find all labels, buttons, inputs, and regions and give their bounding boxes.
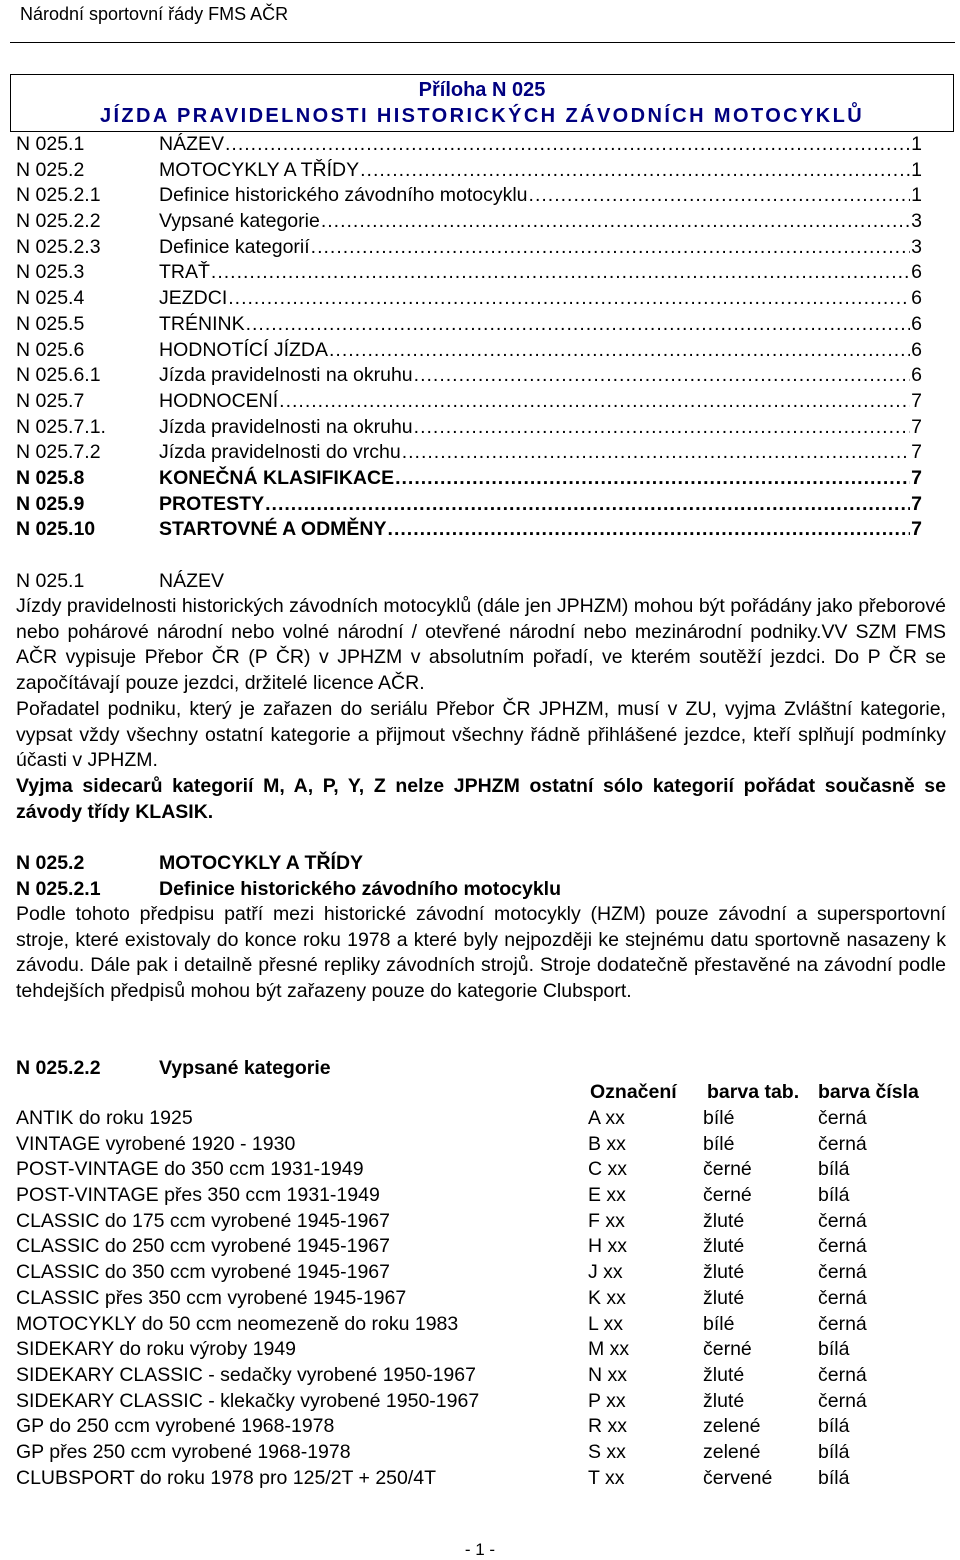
toc-entry-number: N 025.8: [16, 466, 85, 489]
section-number: N 025.1: [16, 570, 85, 592]
toc-entry-number: N 025.7: [16, 389, 85, 412]
title-box: [10, 74, 954, 132]
category-code: C xx: [588, 1158, 627, 1181]
category-plate-color: zelené: [703, 1440, 761, 1463]
category-name: MOTOCYKLY do 50 ccm neomezeně do roku 1983: [16, 1312, 459, 1335]
toc-entry-page: 7: [911, 441, 922, 464]
category-code: T xx: [588, 1466, 625, 1489]
category-name: SIDEKARY do roku výroby 1949: [16, 1338, 297, 1361]
toc-entry-number: N 025.3: [16, 261, 85, 284]
toc-entry-page: 1: [911, 158, 922, 181]
table-row: [16, 1260, 946, 1286]
category-plate-color: černé: [703, 1184, 752, 1207]
subsection-title: Vypsané kategorie: [159, 1057, 331, 1079]
toc-entry-number: N 025.2.3: [16, 235, 101, 258]
category-plate-color: žluté: [703, 1209, 745, 1232]
toc-entry-number: N 025.7.2: [16, 441, 101, 464]
category-plate-color: žluté: [703, 1389, 745, 1412]
table-row: [16, 1106, 946, 1132]
category-number-color: bílá: [818, 1184, 850, 1207]
category-code: M xx: [588, 1338, 630, 1361]
category-number-color: černá: [818, 1235, 867, 1258]
toc-entry-title: Jízda pravidelnosti do vrchu: [159, 441, 401, 464]
section-title: NÁZEV: [159, 570, 225, 592]
toc-entry-number: N 025.4: [16, 287, 85, 310]
page-header: Národní sportovní řády FMS AČR: [20, 4, 289, 24]
category-number-color: černá: [818, 1107, 867, 1129]
paragraph-bold: Vyjma sidecarů kategorií M, A, P, Y, Z nelze JPHZM ostatní sólo kategorií pořádat současně se závody třídy KLASIK.: [16, 774, 946, 823]
toc-entry-title: NÁZEV: [159, 133, 225, 155]
toc-leader-dots: [321, 209, 910, 235]
toc-entry[interactable]: [16, 209, 922, 235]
toc-entry[interactable]: [16, 312, 922, 338]
category-name: GP přes 250 ccm vyrobené 1968-1978: [16, 1440, 351, 1463]
table-row: [16, 1414, 946, 1440]
toc-entry[interactable]: [16, 415, 922, 441]
table-of-contents: [16, 132, 922, 543]
toc-entry-title: Jízda pravidelnosti na okruhu: [159, 364, 413, 387]
toc-entry-page: 6: [911, 287, 922, 310]
toc-entry-number: N 025.2: [16, 158, 85, 181]
toc-entry-number: N 025.6.1: [16, 364, 101, 387]
toc-entry-number: N 025.6: [16, 338, 85, 361]
category-name: CLASSIC do 250 ccm vyrobené 1945-1967: [16, 1235, 390, 1258]
toc-entry-title: TRÉNINK: [159, 312, 245, 335]
category-plate-color: bílé: [703, 1132, 735, 1155]
section-motocykly: [16, 850, 946, 1005]
toc-leader-dots: [246, 312, 911, 338]
toc-entry[interactable]: [16, 338, 922, 364]
section-heading: [16, 850, 946, 876]
toc-entry-number: N 025.7.1.: [16, 415, 106, 438]
column-header-plate-color: barva tab.: [707, 1081, 800, 1103]
table-row: [16, 1363, 946, 1389]
category-number-color: černá: [818, 1389, 867, 1412]
paragraph: Podle tohoto předpisu patří mezi historické závodní motocykly (HZM) pouze závodní a supersportovní stroje, které existovaly do konce roku 1978 a které byly nejpozději ke stejnému datu sportovně nasazeny k závodu. Dále pak i detailně přesné repliky závodních strojů. Stroje dodatečně přestavěné na závodní podle tehdejších předpisů mohou být zařazeny pouze do kategorie Clubsport.: [16, 903, 946, 1003]
category-plate-color: bílé: [703, 1107, 735, 1129]
category-name: CLASSIC do 350 ccm vyrobené 1945-1967: [16, 1261, 390, 1284]
document-title: JÍZDA PRAVIDELNOSTI HISTORICKÝCH ZÁVODNÍCH MOTOCYKLŮ: [99, 105, 865, 127]
header-rule: [10, 42, 955, 43]
section-number: N 025.2: [16, 852, 85, 874]
table-row: [16, 1234, 946, 1260]
toc-entry-page: 7: [911, 492, 922, 515]
category-plate-color: zelené: [703, 1415, 761, 1438]
category-plate-color: červené: [703, 1466, 773, 1489]
category-number-color: bílá: [818, 1158, 850, 1181]
toc-entry-title: Jízda pravidelnosti na okruhu: [159, 415, 413, 438]
toc-entry-page: 1: [911, 184, 922, 207]
subsection-heading: [16, 1055, 946, 1081]
category-number-color: černá: [818, 1363, 867, 1386]
category-name: ANTIK do roku 1925: [16, 1107, 193, 1129]
category-number-color: bílá: [818, 1466, 850, 1489]
category-code: F xx: [588, 1209, 625, 1232]
category-name: SIDEKARY CLASSIC - sedačky vyrobené 1950-1967: [16, 1363, 476, 1386]
section-heading: [16, 568, 946, 594]
toc-entry-number: N 025.2.1: [16, 184, 101, 207]
column-header-number-color: barva čísla: [818, 1081, 919, 1103]
toc-entry-page: 6: [911, 312, 922, 335]
toc-entry-title: Definice historického závodního motocyklu: [159, 184, 528, 207]
toc-entry-page: 3: [911, 235, 922, 258]
toc-leader-dots: [311, 235, 910, 261]
toc-entry[interactable]: [16, 466, 922, 492]
table-row: [16, 1157, 946, 1183]
toc-leader-dots: [265, 492, 910, 518]
toc-entry-title: HODNOCENÍ: [159, 389, 279, 412]
section-nazev: [16, 568, 946, 825]
category-number-color: bílá: [818, 1440, 850, 1463]
toc-entry[interactable]: [16, 235, 922, 261]
toc-entry[interactable]: [16, 260, 922, 286]
category-plate-color: černé: [703, 1338, 752, 1361]
table-row: [16, 1286, 946, 1312]
table-row: [16, 1389, 946, 1415]
toc-leader-dots: [414, 415, 910, 441]
category-number-color: bílá: [818, 1338, 850, 1361]
toc-leader-dots: [225, 132, 910, 158]
toc-entry[interactable]: [16, 363, 922, 389]
toc-entry-title: TRAŤ: [159, 261, 210, 284]
toc-entry-number: N 025.10: [16, 518, 96, 541]
toc-entry-title: PROTESTY: [159, 492, 265, 515]
toc-leader-dots: [388, 517, 911, 543]
column-header-designation: Označení: [590, 1081, 677, 1103]
category-name: GP do 250 ccm vyrobené 1968-1978: [16, 1415, 335, 1438]
toc-entry-page: 6: [911, 364, 922, 387]
toc-entry[interactable]: [16, 389, 922, 415]
toc-entry-number: N 025.9: [16, 492, 85, 515]
category-name: SIDEKARY CLASSIC - klekačky vyrobené 1950-1967: [16, 1389, 480, 1412]
category-plate-color: žluté: [703, 1363, 745, 1386]
category-code: E xx: [588, 1184, 626, 1207]
category-number-color: černá: [818, 1261, 867, 1284]
toc-entry[interactable]: [16, 440, 922, 466]
toc-entry[interactable]: [16, 492, 922, 518]
table-row: [16, 1312, 946, 1338]
category-code: B xx: [588, 1132, 626, 1155]
toc-entry-page: 7: [911, 389, 922, 412]
toc-entry-number: N 025.5: [16, 312, 85, 335]
toc-entry[interactable]: [16, 158, 922, 184]
section-title: MOTOCYKLY A TŘÍDY: [159, 852, 364, 874]
category-code: K xx: [588, 1286, 626, 1309]
toc-entry[interactable]: [16, 286, 922, 312]
paragraph: Pořadatel podniku, který je zařazen do seriálu Přebor ČR JPHZM, musí v ZU, vyjma Zvláštní kategorie, vypsat vždy všechny ostatní kategorie a přijmout všechny řádně přihlášené jezdce, kteří splňují podmínky účasti v JPHZM.: [16, 697, 946, 772]
section-vypsane-kategorie: [16, 1055, 946, 1081]
toc-leader-dots: [360, 158, 910, 184]
toc-entry-number: N 025.1: [16, 133, 85, 155]
paragraph: Jízdy pravidelnosti historických závodních motocyklů (dále jen JPHZM) mohou být pořádány jako přeborové nebo pohárové národní nebo volné národní / otevřené národní nebo mezinárodní podniky.VV SZM FMS AČR vypisuje Přebor ČR (P ČR) v JPHZM v absolutním pořadí, ve kterém soutěží jezdci. Do P ČR se započítávají pouze jezdci, držitelé licence AČR.: [16, 595, 946, 695]
toc-entry-title: Vypsané kategorie: [159, 210, 320, 233]
category-number-color: černá: [818, 1132, 867, 1155]
subsection-number: N 025.2.1: [16, 878, 101, 900]
toc-entry-title: HODNOTÍCÍ JÍZDA: [159, 338, 328, 361]
table-row: [16, 1440, 946, 1466]
table-row: [16, 1466, 946, 1492]
category-plate-color: žluté: [703, 1261, 745, 1284]
category-code: J xx: [588, 1261, 623, 1284]
category-plate-color: žluté: [703, 1235, 745, 1258]
category-number-color: černá: [818, 1209, 867, 1232]
category-code: N xx: [588, 1363, 627, 1386]
toc-entry-page: 1: [911, 133, 922, 155]
toc-entry-page: 7: [911, 415, 922, 438]
appendix-title: Příloha N 025: [418, 79, 546, 101]
category-name: POST-VINTAGE do 350 ccm 1931-1949: [16, 1158, 364, 1181]
category-name: VINTAGE vyrobené 1920 - 1930: [16, 1132, 296, 1155]
category-name: CLUBSPORT do roku 1978 pro 125/2T + 250/4T: [16, 1466, 437, 1489]
category-code: P xx: [588, 1389, 626, 1412]
toc-leader-dots: [414, 363, 910, 389]
toc-leader-dots: [279, 389, 910, 415]
toc-entry-page: 6: [911, 338, 922, 361]
toc-entry-page: 7: [911, 466, 922, 489]
category-code: A xx: [588, 1107, 625, 1129]
category-code: R xx: [588, 1415, 627, 1438]
category-name: CLASSIC do 175 ccm vyrobené 1945-1967: [16, 1209, 390, 1232]
subsection-title: Definice historického závodního motocyklu: [159, 878, 561, 900]
subsection-number: N 025.2.2: [16, 1057, 101, 1079]
toc-leader-dots: [529, 183, 911, 209]
toc-entry-title: STARTOVNÉ A ODMĚNY: [159, 518, 387, 541]
category-code: S xx: [588, 1440, 626, 1463]
table-row: [16, 1132, 946, 1158]
toc-entry-page: 7: [911, 518, 922, 541]
category-plate-color: žluté: [703, 1286, 745, 1309]
category-code: L xx: [588, 1312, 624, 1335]
toc-entry[interactable]: [16, 517, 922, 543]
page-number: - 1 -: [464, 1540, 496, 1559]
toc-leader-dots: [402, 440, 910, 466]
category-plate-color: bílé: [703, 1312, 735, 1335]
toc-leader-dots: [329, 338, 910, 364]
toc-entry-page: 6: [911, 261, 922, 284]
category-number-color: černá: [818, 1286, 867, 1309]
toc-entry-page: 3: [911, 210, 922, 233]
category-code: H xx: [588, 1235, 627, 1258]
category-plate-color: černé: [703, 1158, 752, 1181]
subsection-heading: [16, 876, 946, 902]
category-table: [16, 1106, 946, 1491]
toc-entry[interactable]: [16, 183, 922, 209]
toc-leader-dots: [395, 466, 910, 492]
table-row: [16, 1337, 946, 1363]
category-name: CLASSIC přes 350 ccm vyrobené 1945-1967: [16, 1286, 407, 1309]
toc-entry-title: Definice kategorií: [159, 235, 310, 258]
toc-entry-title: MOTOCYKLY A TŘÍDY: [159, 158, 360, 181]
toc-leader-dots: [211, 260, 910, 286]
toc-entry-title: JEZDCI: [159, 287, 228, 310]
table-row: [16, 1209, 946, 1235]
table-row: [16, 1183, 946, 1209]
toc-entry-number: N 025.2.2: [16, 210, 101, 233]
category-number-color: bílá: [818, 1415, 850, 1438]
toc-entry[interactable]: [16, 132, 922, 158]
category-number-color: černá: [818, 1312, 867, 1335]
category-name: POST-VINTAGE přes 350 ccm 1931-1949: [16, 1184, 380, 1207]
toc-entry-title: KONEČNÁ KLASIFIKACE: [159, 466, 395, 489]
toc-leader-dots: [228, 286, 910, 312]
